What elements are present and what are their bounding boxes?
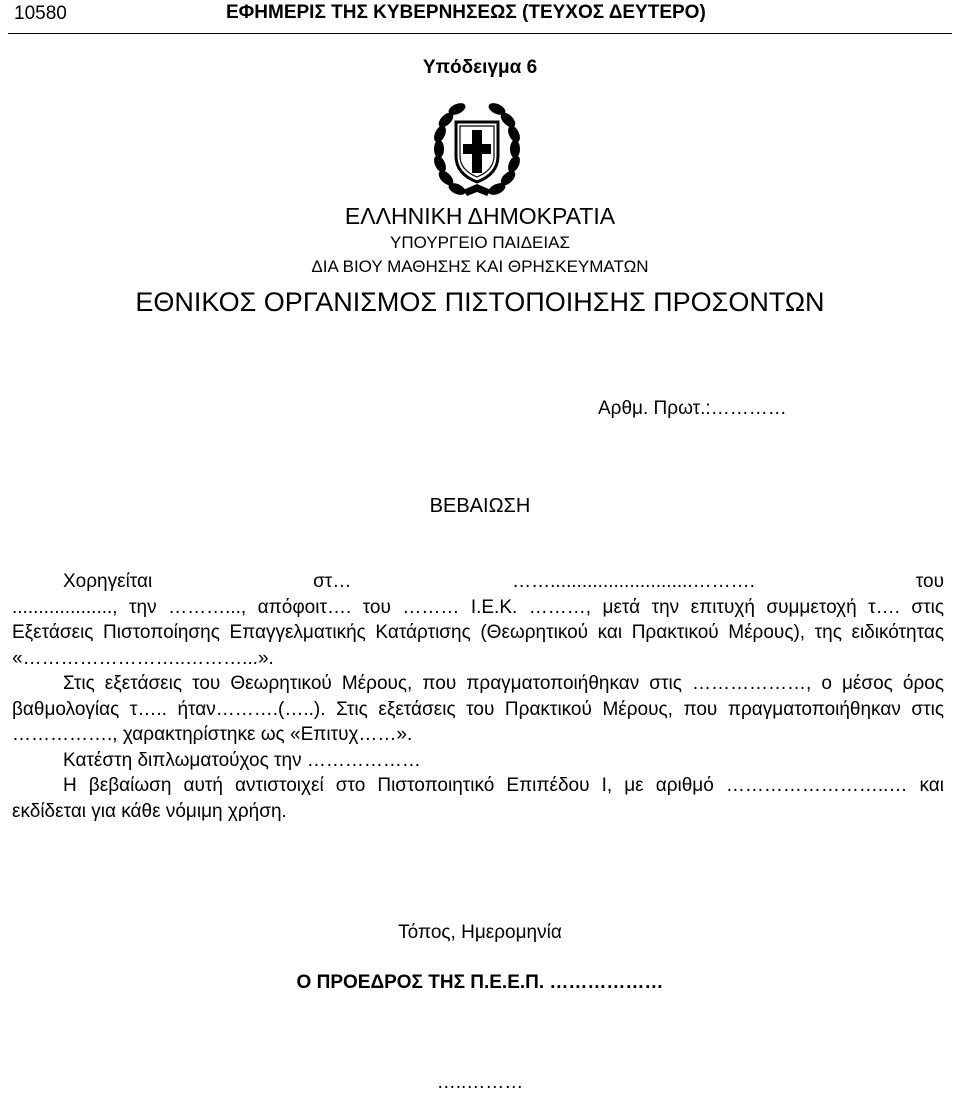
paragraph-4: Η βεβαίωση αυτή αντιστοιχεί στο Πιστοποιητικό Επιπέδου Ι, με αριθμό ……………………..… και εκδίδεται για κάθε νόμιμη χρήση. — [12, 775, 944, 822]
certificate-body — [12, 569, 944, 824]
header-rule — [8, 33, 952, 34]
paragraph-lead: Χορηγείται στ… ……...........................………. του — [63, 571, 944, 592]
paragraph-1: ..................., την ………..., απόφοιτ…. του ……… Ι.Ε.Κ. ………, μετά την επιτυχή συμμετοχή τ…. στις Εξετάσεις Πιστοποίησης Επαγγελματικής Κατάρτισης (Θεωρητικού και Πρακτικού Μέρους), της ειδικότητας «……………………..………...». — [12, 596, 944, 669]
place-date: Τόπος, Ημερομηνία — [398, 922, 562, 943]
paragraph-3: Κατέστη διπλωματούχος την ……………… — [63, 749, 421, 771]
paragraph-2: Στις εξετάσεις του Θεωρητικού Μέρους, που πραγματοποιήθηκαν στις ………………, ο μέσος όρος βαθμολογίας τ….. ήταν……….(…..). Στις εξετάσεις του Πρακτικού Μέρους, που πραγματοποιήθηκαν στις ……………., χαρακτηρίστηκε ως «Επιτυχ……». — [12, 673, 944, 745]
president-signatory: Ο ΠΡΟΕΔΡΟΣ ΤΗΣ Π.Ε.Ε.Π. ……………… — [296, 972, 664, 993]
page-number: 10580 — [14, 3, 67, 24]
organisation-name: ΕΘΝΙΚΟΣ ΟΡΓΑΝΙΣΜΟΣ ΠΙΣΤΟΠΟΙΗΣΗΣ ΠΡΟΣΟΝΤΩΝ — [135, 287, 825, 317]
template-title: Υπόδειγμα 6 — [422, 57, 538, 78]
gazette-title: ΕΦΗΜΕΡΙΣ ΤΗΣ ΚΥΒΕΡΝΗΣΕΩΣ (ΤΕΥΧΟΣ ΔΕΥΤΕΡΟ) — [226, 2, 706, 23]
gazette-header — [0, 0, 960, 34]
greek-coat-of-arms-icon — [429, 98, 525, 200]
document-title: ΒΕΒΑΙΩΣΗ — [429, 495, 531, 517]
ministry-line-1: ΥΠΟΥΡΓΕΙΟ ΠΑΙΔΕΙΑΣ — [390, 233, 570, 252]
republic-name: ΕΛΛΗΝΙΚΗ ΔΗΜΟΚΡΑΤΙΑ — [344, 203, 616, 229]
ministry-line-2: ΔΙΑ ΒΙΟΥ ΜΑΘΗΣΗΣ ΚΑΙ ΘΡΗΣΚΕΥΜΑΤΩΝ — [311, 257, 649, 276]
signature-name: …..……… — [436, 1072, 524, 1093]
protocol-number: Αρθμ. Πρωτ.:………… — [598, 398, 787, 419]
